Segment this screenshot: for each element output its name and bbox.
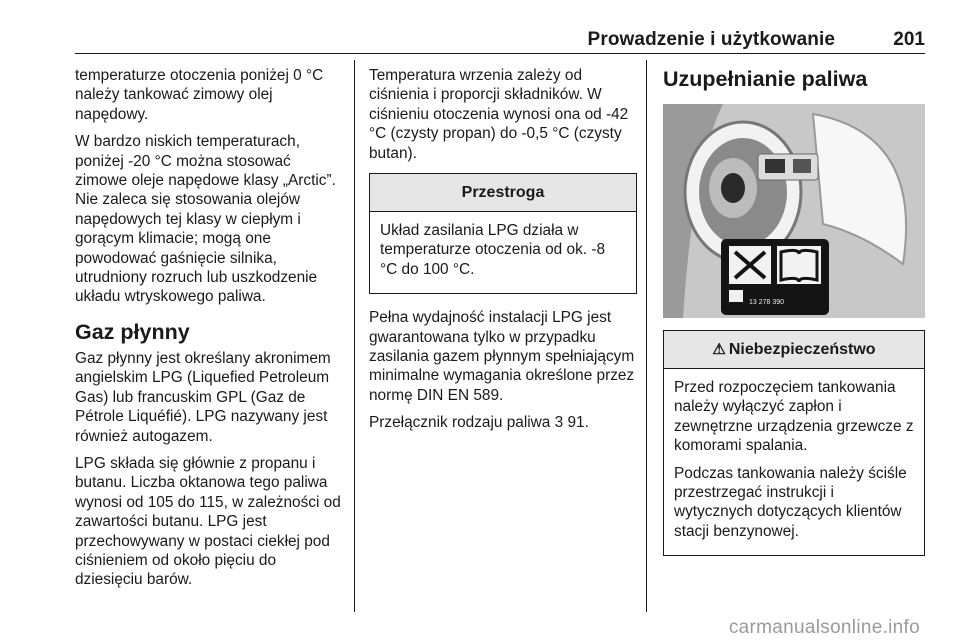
watermark: carmanualsonline.info <box>728 617 920 638</box>
section-heading-lpg: Gaz płynny <box>75 319 190 344</box>
paragraph: W bardzo niskich temperaturach, poniżej -20 °C można stosować zimowe oleje napędowe klasy „Arctic”. Nie zaleca się stosowania olejów napędowych tej klasy w ciepłym i gorącym klimacie; mogą one powodować gaśnięcie silnika, utrudniony rozruch lub uszkodzenie układu wtryskowego paliwa. <box>75 133 336 306</box>
column-left <box>75 66 347 598</box>
part-number: 13 278 390 <box>749 299 785 306</box>
fuel-door-illustration <box>663 104 925 318</box>
column-divider <box>354 60 355 612</box>
danger-text: Przed rozpoczęciem tankowania należy wyłączyć zapłon i zewnętrzne urządzenia grzewcze z komorami spalania. <box>674 379 914 455</box>
caution-box <box>369 173 637 294</box>
column-middle <box>369 66 637 441</box>
page-number: 201 <box>893 29 925 50</box>
header-rule <box>75 53 925 54</box>
reference-arrow-icon: 3 <box>554 414 564 432</box>
paragraph: temperaturze otoczenia poniżej 0 °C należy tankować zimowy olej napędowy. <box>75 67 324 123</box>
danger-text: Podczas tankowania należy ściśle przestrzegać instrukcji i wytycznych dotyczących klientów stacji benzynowej. <box>674 464 907 540</box>
fuel-filler-photo <box>663 104 925 318</box>
section-heading-refuel: Uzupełnianie paliwa <box>663 67 868 91</box>
column-divider <box>646 60 647 612</box>
warning-triangle-icon: ⚠ <box>712 341 726 358</box>
reference-page: 91. <box>563 414 589 432</box>
paragraph: Gaz płynny jest określany akronimem angielskim LPG (Liquefied Petroleum Gas) lub francuskim GPL (Gaz de Pétrole Liquéfié). LPG nazywany jest również autogazem. <box>75 349 331 445</box>
header-title: Prowadzenie i użytkowanie <box>587 29 835 50</box>
danger-box <box>663 330 925 556</box>
danger-title: Niebezpieczeństwo <box>728 341 876 358</box>
paragraph: Pełna wydajność instalacji LPG jest gwarantowana tylko w przypadku zasilania gazem płynnym spełniającym minimalne wymagania określone przez normę DIN EN 589. <box>369 309 635 404</box>
cross-reference[interactable] <box>369 413 637 432</box>
caution-title: Przestroga <box>370 174 636 212</box>
caution-text: Układ zasilania LPG działa w temperaturze otoczenia od ok. -8 °C do 100 °C. <box>380 222 605 278</box>
page-header <box>75 24 925 54</box>
paragraph: Temperatura wrzenia zależy od ciśnienia i proporcji składników. W ciśnieniu otoczenia wynosi ona od -42 °C (czysty propan) do -0,5 °C (czysty butan). <box>369 67 629 162</box>
column-right <box>663 66 925 570</box>
danger-header <box>664 331 924 369</box>
paragraph: LPG składa się głównie z propanu i butanu. Liczba oktanowa tego paliwa wynosi od 105 do 115, w zależności od zawartości butanu. LPG jest przechowywany w postaci ciekłej pod ciśnieniem od około pięciu do dziesięciu barów. <box>75 454 341 589</box>
reference-label: Przełącznik rodzaju paliwa <box>369 414 551 432</box>
